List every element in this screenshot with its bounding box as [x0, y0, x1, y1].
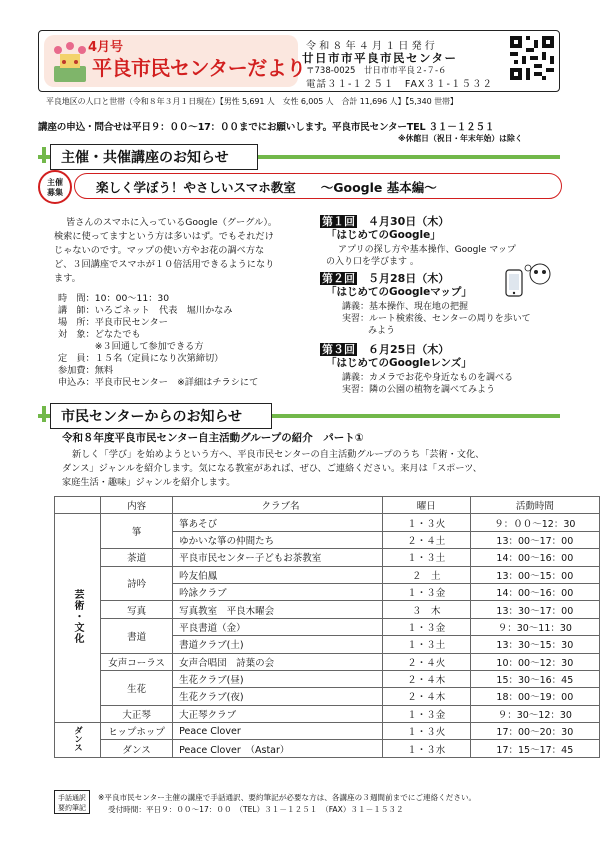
- table-row: [55, 740, 600, 757]
- table-row: [55, 618, 600, 635]
- row-club: Peace Clover （Astar）: [173, 740, 383, 757]
- category-arts-culture: 芸術・文化: [55, 514, 101, 723]
- row-day: ２・４木: [382, 688, 470, 705]
- center-phone-fax: 電話３１-１２５１ FAX３１-１５３２: [306, 79, 493, 90]
- row-club: 吟友伯鳳: [173, 566, 383, 583]
- course-detail-lecturer: 講 師：いろごネット 代表 堀川かなみ: [58, 305, 233, 316]
- row-time: 14：00～16：00: [470, 583, 599, 600]
- session-1-heading: 第１回 ４月30日（木）: [322, 215, 450, 228]
- course-intro-line: 検索に使ってますという方は多いはず。でもそれだけ: [54, 231, 274, 242]
- row-day: １・３金: [382, 705, 470, 722]
- table-row: [55, 723, 600, 740]
- row-day: １・３水: [382, 740, 470, 757]
- row-time: 15：30～16：45: [470, 670, 599, 687]
- footer-notice: ※平良市民センター主催の講座で手話通訳、要約筆記が必要な方は、各講座の３週間前までにご連絡ください。: [98, 793, 477, 802]
- course-detail-capacity: 定 員：１５名（定員になり次第締切）: [58, 353, 224, 364]
- session-2-text: 講義：基本操作、現在地の把握: [342, 302, 469, 312]
- row-club: 生花クラブ(夜): [173, 688, 383, 705]
- row-type: 箏: [101, 514, 173, 549]
- session-2-subtitle: 「はじめてのGoogleマップ」: [326, 286, 472, 298]
- category-dance: ダンス: [55, 723, 101, 758]
- center-name: 廿日市市平良市民センター: [302, 51, 458, 65]
- center-address: 〒738-0025 廿日市市平良２-７-６: [306, 66, 447, 76]
- row-day: ２・４木: [382, 670, 470, 687]
- footer-contact: 受付時間：平日９：００～17：００ （TEL）３１－１２５１ （FAX）３１－１５３２: [108, 805, 404, 814]
- row-type: 大正琴: [101, 705, 173, 722]
- row-club: 箏あそび: [173, 514, 383, 531]
- row-time: ９：30～11：30: [470, 618, 599, 635]
- table-header-category: [55, 497, 101, 514]
- badge-sign-language-label: 手話通訳: [58, 794, 86, 802]
- section-title-courses: 主催・共催講座のお知らせ: [50, 144, 258, 170]
- flower-illustration-icon: [50, 40, 90, 84]
- session-1-text: の入り口を学びます 。: [326, 257, 419, 267]
- inquiry-notice: 講座の申込・問合せは平日９：００～17：００までにお願いします。平良市民センターTEL ３１－１２５１: [38, 122, 495, 133]
- course-detail-target: 対 象：どなたでも: [58, 329, 141, 340]
- table-row: [55, 705, 600, 722]
- row-day: １・３金: [382, 618, 470, 635]
- table-header-type: 内容: [101, 497, 173, 514]
- course-title: 楽しく学ぼう！やさしいスマホ教室 ～Google 基本編～: [96, 180, 437, 195]
- row-time: 13：30～17：00: [470, 601, 599, 618]
- row-time: ９：００～12：30: [470, 514, 599, 531]
- section-marker: [42, 147, 46, 163]
- session-3-text: 講義：カメラでお花や身近なものを調べる: [342, 373, 514, 383]
- course-detail-fee: 参加費：無料: [58, 365, 114, 376]
- row-time: 13：00～15：00: [470, 566, 599, 583]
- course-intro-line: ます。: [54, 273, 81, 284]
- table-row: [55, 670, 600, 687]
- section-marker: [42, 406, 46, 422]
- row-day: １・３土: [382, 549, 470, 566]
- row-time: 13：30～15：30: [470, 636, 599, 653]
- table-header-row: [55, 497, 600, 514]
- table-header-time: 活動時間: [470, 497, 599, 514]
- row-club: 写真教室 平良木曜会: [173, 601, 383, 618]
- groups-intro-line: ダンス」ジャンルを紹介します。気になる教室があれば、ぜひ、ご連絡ください。来月は「スポーツ、: [62, 463, 482, 474]
- table-row: [55, 514, 600, 531]
- row-time: 17：00～20：30: [470, 723, 599, 740]
- row-type: 女声コーラス: [101, 653, 173, 670]
- groups-intro-line: 新しく「学び」を始めようという方へ、平良市民センターの自主活動グループのうち「芸術・文化、: [72, 449, 485, 460]
- table-row: [55, 653, 600, 670]
- row-day: １・３金: [382, 583, 470, 600]
- groups-table: [54, 496, 600, 758]
- row-day: ３ 木: [382, 601, 470, 618]
- course-detail-time: 時 間：10：00～11：30: [58, 293, 170, 304]
- row-day: ２・４土: [382, 531, 470, 548]
- course-detail-target-note: ※３回通して参加できる方: [58, 341, 204, 352]
- row-day: ２・４火: [382, 653, 470, 670]
- row-time: 10：00～12：30: [470, 653, 599, 670]
- row-time: 17：15～17：45: [470, 740, 599, 757]
- row-time: 13：00～17：00: [470, 531, 599, 548]
- row-club: ゆかいな箏の仲間たち: [173, 531, 383, 548]
- qr-code-icon[interactable]: [510, 36, 554, 80]
- groups-heading: 令和８年度平良市民センター自主活動グループの紹介 パート①: [62, 432, 364, 444]
- issue-label: 4月号: [88, 40, 124, 55]
- session-3-text: 実習：隣の公園の植物を調べてみよう: [342, 385, 496, 395]
- section-title-notices: 市民センターからのお知らせ: [50, 403, 272, 429]
- table-row: [55, 566, 600, 583]
- closed-days-note: ※休館日（祝日・年末年始）は除く: [398, 134, 523, 143]
- row-club: 書道クラブ(土): [173, 636, 383, 653]
- row-type: ヒップホップ: [101, 723, 173, 740]
- row-day: １・３火: [382, 514, 470, 531]
- row-time: 18：00～19：00: [470, 688, 599, 705]
- row-club: Peace Clover: [173, 723, 383, 740]
- row-day: １・３火: [382, 723, 470, 740]
- groups-intro-line: 家庭生活・趣味」ジャンルを紹介します。: [62, 477, 236, 488]
- row-type: ダンス: [101, 740, 173, 757]
- row-club: 平良市民センター子どもお茶教室: [173, 549, 383, 566]
- session-2-heading: 第２回 ５月28日（木）: [322, 272, 450, 285]
- table-header-day: 曜日: [382, 497, 470, 514]
- smartphone-icon: [500, 262, 552, 298]
- row-type: 写真: [101, 601, 173, 618]
- publication-date: 令和８年４月１日発行: [306, 41, 438, 52]
- row-type: 茶道: [101, 549, 173, 566]
- population-stats: 平良地区の人口と世帯（令和８年３月１日現在）【男性 5,691 人 女性 6,005 人 合計 11,696 人】【5,340 世帯】: [46, 97, 458, 106]
- newsletter-title: 平良市民センターだより: [92, 56, 306, 80]
- row-club: 大正琴クラブ: [173, 705, 383, 722]
- table-row: [55, 601, 600, 618]
- row-type: 詩吟: [101, 566, 173, 601]
- badge-summary-notes-label: 要約筆記: [58, 804, 86, 812]
- row-time: ９：30～12：30: [470, 705, 599, 722]
- row-time: 14：00～16：00: [470, 549, 599, 566]
- row-type: 書道: [101, 618, 173, 653]
- session-3-heading: 第３回 ６月25日（木）: [322, 343, 450, 356]
- session-1-text: アプリの探し方や基本操作、Google マップ: [338, 245, 516, 255]
- badge-recruit-label: 募集: [47, 188, 63, 197]
- row-day: ２ 土: [382, 566, 470, 583]
- session-1-subtitle: 「はじめてのGoogle」: [326, 229, 441, 241]
- course-detail-place: 場 所：平良市民センター: [58, 317, 168, 328]
- course-intro-line: 皆さんのスマホに入っているGoogle（グーグル）。: [66, 217, 278, 228]
- row-club: 女声合唱団 詩葉の会: [173, 653, 383, 670]
- row-type: 生花: [101, 670, 173, 705]
- row-club: 平良書道（金）: [173, 618, 383, 635]
- course-intro-line: ど、３回講座でスマホが１０倍活用できるようになり: [54, 259, 275, 270]
- course-intro-line: じゃないのです。マップの使い方やお花の調べ方な: [54, 245, 265, 256]
- session-3-subtitle: 「はじめてのGoogleレンズ」: [326, 357, 472, 369]
- course-detail-apply: 申込み：平良市民センター ※詳細はチラシにて: [58, 377, 259, 388]
- session-2-text: 実習：ルート検索後、センターの周りを歩いて: [342, 314, 531, 324]
- row-day: １・３土: [382, 636, 470, 653]
- table-header-club: クラブ名: [173, 497, 383, 514]
- row-club: 吟詠クラブ: [173, 583, 383, 600]
- row-club: 生花クラブ(昼): [173, 670, 383, 687]
- table-row: [55, 549, 600, 566]
- session-2-text: みよう: [368, 326, 396, 336]
- badge-host-label: 主催: [47, 178, 63, 187]
